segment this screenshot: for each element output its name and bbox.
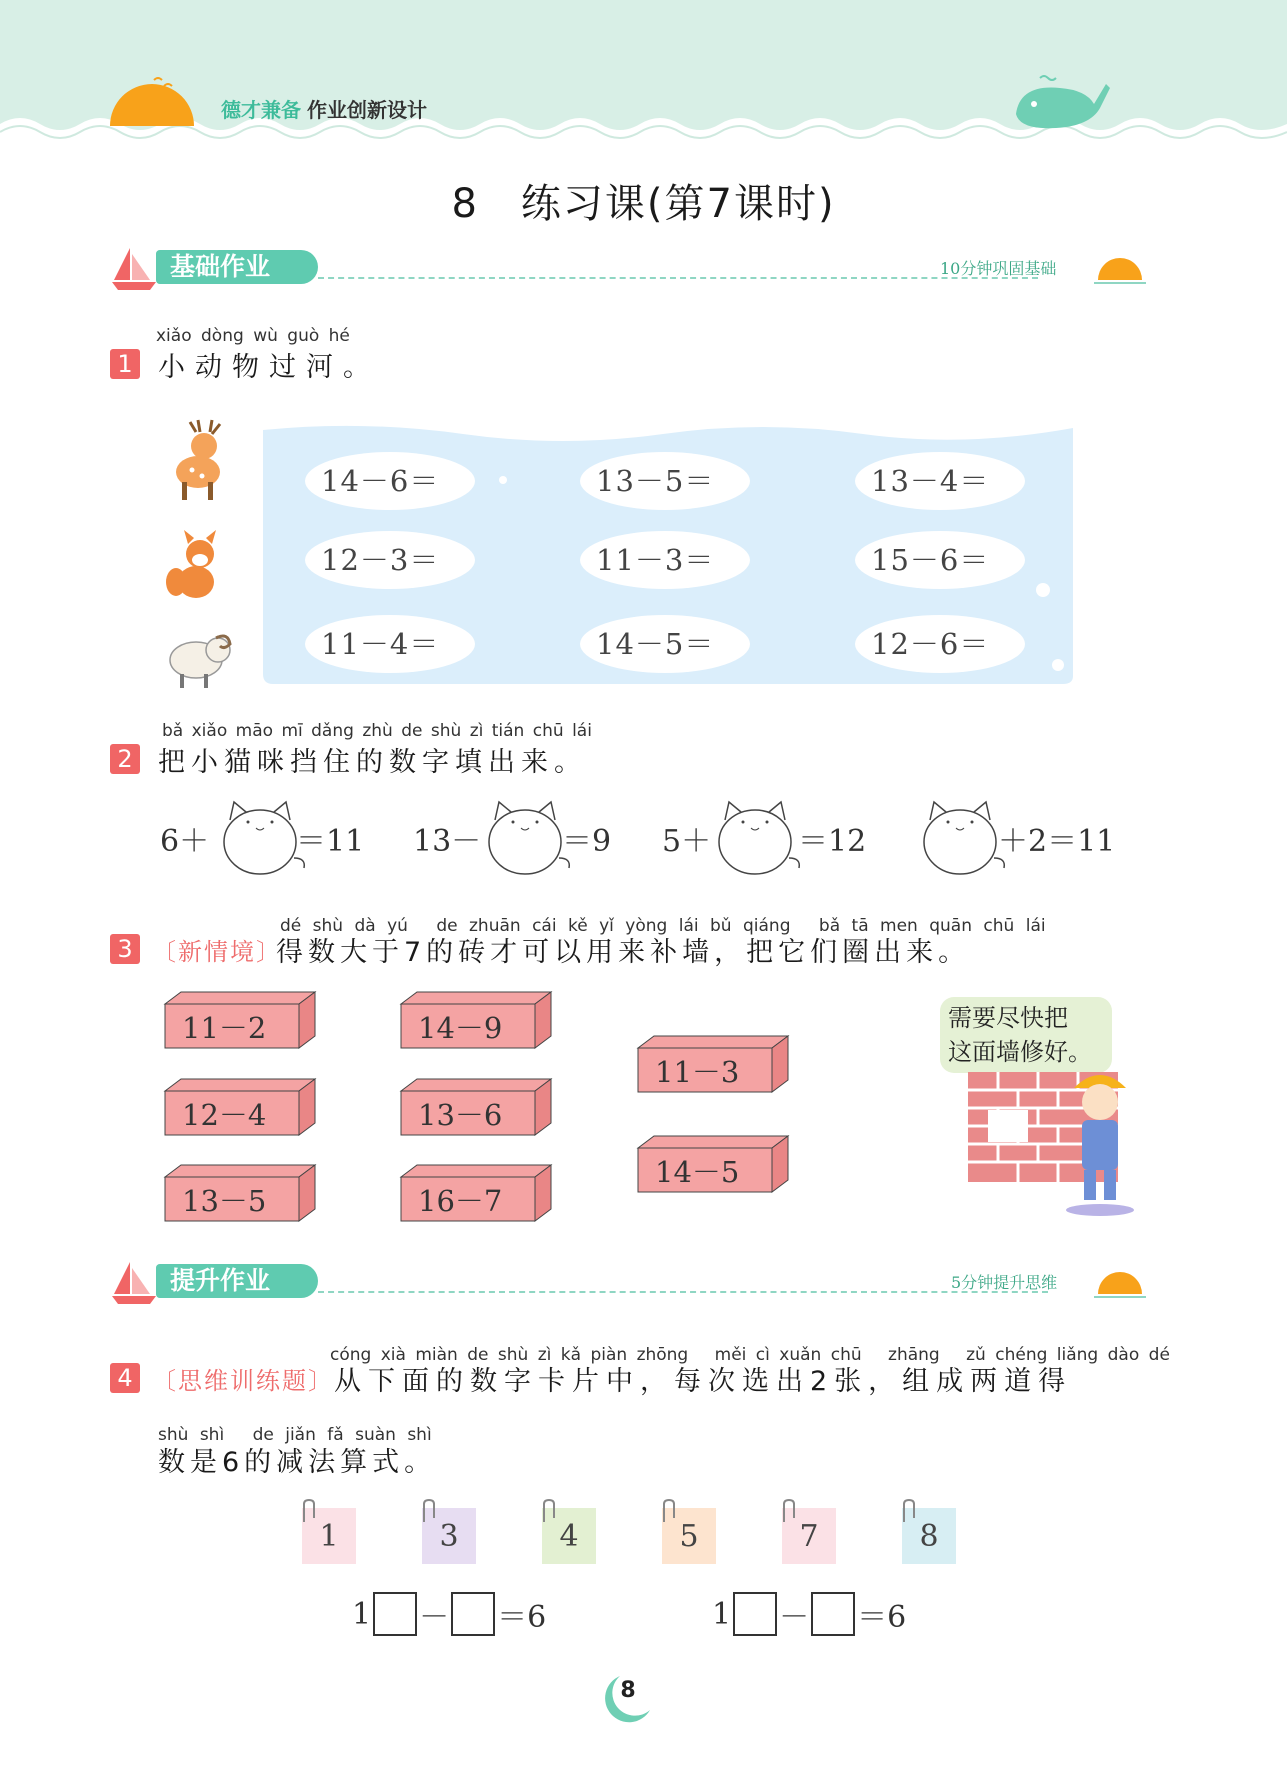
section-divider <box>318 277 1038 279</box>
pinyin: bǔ <box>710 916 732 936</box>
pinyin: quān <box>929 916 972 936</box>
equation-bubble[interactable]: 11－3＝ <box>580 531 750 589</box>
pinyin: yú <box>387 916 408 936</box>
equation-bubble[interactable]: 14－6＝ <box>305 452 475 510</box>
pinyin: shù <box>497 1345 529 1365</box>
pinyin: xuǎn <box>779 1345 822 1365</box>
equation-bubble[interactable]: 12－3＝ <box>305 531 475 589</box>
q1-text: 小动物过河。 <box>158 352 380 383</box>
sun-icon <box>104 72 200 126</box>
equation-bubble[interactable]: 12－6＝ <box>855 615 1025 673</box>
pinyin: dǎng <box>311 721 354 741</box>
question-tag: 〔新情境〕 <box>152 938 282 966</box>
speech-bubble <box>940 997 1112 1073</box>
page-title: 8 练习课(第7课时) <box>451 181 836 227</box>
question-number: 2 <box>110 744 140 774</box>
pinyin: shù <box>430 721 462 741</box>
pinyin: qiáng <box>743 916 791 936</box>
pinyin: hé <box>328 326 350 346</box>
q2-pinyin <box>162 721 592 741</box>
pinyin: tā <box>851 916 869 936</box>
pinyin: māo <box>235 721 274 741</box>
equation-bubble[interactable]: 14－5＝ <box>580 615 750 673</box>
pinyin: cóng <box>330 1345 372 1365</box>
deer-icon <box>160 418 240 504</box>
pinyin: chū <box>983 916 1015 936</box>
answer-box[interactable] <box>373 1592 417 1636</box>
subtraction-template <box>352 1592 546 1636</box>
equation-part: 6＋ <box>160 824 210 859</box>
pinyin: chū <box>532 721 564 741</box>
pinyin: xiǎo <box>156 326 192 346</box>
question-number: 1 <box>110 349 140 379</box>
pinyin: lái <box>1025 916 1046 936</box>
pinyin: chū <box>830 1345 862 1365</box>
fox-icon <box>160 522 240 608</box>
equation-bubble[interactable]: 11－4＝ <box>305 615 475 673</box>
paperclip-icon <box>780 1498 798 1524</box>
equation-part: ＋2＝11 <box>998 824 1116 859</box>
pinyin: yǐ <box>599 916 614 936</box>
pinyin: tián <box>491 721 525 741</box>
section-label: 基础作业 <box>156 250 318 284</box>
pinyin: zhōng <box>636 1345 689 1365</box>
cat-icon[interactable] <box>210 798 310 878</box>
cat-icon[interactable] <box>475 798 575 878</box>
brick-label: 13－6 <box>418 1098 503 1132</box>
equation-part: － <box>419 1600 450 1635</box>
equation-part: 1 <box>352 1596 372 1632</box>
number-card[interactable]: 1 <box>302 1508 356 1564</box>
equation-part: ＝11 <box>296 824 365 859</box>
subtraction-template <box>712 1592 906 1636</box>
pinyin: zhāng <box>888 1345 940 1365</box>
answer-box[interactable] <box>451 1592 495 1636</box>
brick-label: 11－2 <box>182 1011 267 1045</box>
equation-part: ＝6 <box>497 1600 547 1635</box>
pinyin: yòng <box>625 916 668 936</box>
pinyin: mī <box>281 721 303 741</box>
brick-label: 13－5 <box>182 1184 267 1218</box>
equation-part: ＝9 <box>562 824 612 859</box>
pinyin: cái <box>532 916 557 936</box>
pinyin: wù <box>253 326 278 346</box>
equation-part: － <box>779 1600 810 1635</box>
q2-text: 把小猫咪挡住的数字填出来。 <box>158 747 587 778</box>
brand-title <box>221 94 427 123</box>
pinyin: lái <box>572 721 592 741</box>
section-banner-basic <box>110 244 1150 292</box>
pinyin: bǎ <box>162 721 184 741</box>
equation-bubble[interactable]: 13－4＝ <box>855 452 1025 510</box>
answer-box[interactable] <box>733 1592 777 1636</box>
equation-part: ＝12 <box>798 824 867 859</box>
section-time-label: 5分钟提升思维 <box>951 1273 1058 1292</box>
speech-line: 这面墙修好。 <box>948 1038 1092 1066</box>
brand-dark: 作业创新设计 <box>307 98 427 122</box>
speech-line: 需要尽快把 <box>948 1004 1068 1032</box>
pinyin: dòng <box>201 326 244 346</box>
pinyin: zì <box>469 721 484 741</box>
equation-bubble[interactable]: 15－6＝ <box>855 531 1025 589</box>
pinyin: dà <box>354 916 376 936</box>
pinyin: xià <box>380 1345 406 1365</box>
pinyin: miàn <box>415 1345 458 1365</box>
pinyin: de <box>467 1345 489 1365</box>
paperclip-icon <box>300 1498 318 1524</box>
pinyin: men <box>880 916 918 936</box>
pinyin: suàn <box>355 1425 396 1445</box>
question-number: 3 <box>110 934 140 964</box>
pinyin: chéng <box>995 1345 1048 1365</box>
paperclip-icon <box>540 1498 558 1524</box>
brick-label: 14－9 <box>418 1011 503 1045</box>
cat-equation-1 <box>160 816 209 860</box>
brand-green: 德才兼备 <box>221 98 301 122</box>
answer-box[interactable] <box>811 1592 855 1636</box>
number-card[interactable]: 5 <box>662 1508 716 1564</box>
cat-icon[interactable] <box>705 798 805 878</box>
cat-icon[interactable] <box>910 798 1010 878</box>
pinyin: shù <box>158 1425 189 1445</box>
pinyin: de <box>401 721 423 741</box>
q1-pinyin <box>156 326 350 346</box>
pinyin: zhù <box>362 721 393 741</box>
q4-text-line2: 数是6的减法算式。 <box>158 1447 437 1478</box>
pinyin: guò <box>287 326 320 346</box>
equation-part: ＝6 <box>857 1600 907 1635</box>
sailboat-icon <box>110 244 158 292</box>
number-card[interactable]: 7 <box>782 1508 836 1564</box>
equation-part: 1 <box>712 1596 732 1632</box>
brick-label: 12－4 <box>182 1098 267 1132</box>
section-time-label: 10分钟巩固基础 <box>940 259 1057 278</box>
section-banner-advanced <box>110 1258 1150 1306</box>
pinyin: dé <box>1148 1345 1170 1365</box>
brick-label: 16－7 <box>418 1184 503 1218</box>
equation-part: 5＋ <box>662 824 712 859</box>
pinyin: dào <box>1107 1345 1140 1365</box>
paperclip-icon <box>900 1498 918 1524</box>
pinyin: zhuān <box>469 916 521 936</box>
pinyin: dé <box>280 916 302 936</box>
pinyin: kě <box>567 916 588 936</box>
pinyin: de <box>436 916 458 936</box>
section-label: 提升作业 <box>156 1264 318 1298</box>
pinyin: kǎ <box>560 1345 582 1365</box>
number-card[interactable]: 3 <box>422 1508 476 1564</box>
paperclip-icon <box>420 1498 438 1524</box>
equation-bubble[interactable]: 13－5＝ <box>580 452 750 510</box>
pinyin: lái <box>678 916 699 936</box>
sunset-icon <box>1094 250 1146 286</box>
pinyin: de <box>252 1425 274 1445</box>
page-number: 8 <box>620 1678 636 1703</box>
pinyin: zǔ <box>966 1345 986 1365</box>
sailboat-icon <box>110 1258 158 1306</box>
pinyin: fǎ <box>327 1425 344 1445</box>
pinyin: shù <box>312 916 344 936</box>
q4-text-line1: 从下面的数字卡片中，每次选出2张，组成两道得 <box>334 1366 1073 1397</box>
pinyin: cì <box>755 1345 770 1365</box>
pinyin: piàn <box>590 1345 628 1365</box>
equation-part: 13－ <box>413 824 482 859</box>
pinyin: bǎ <box>818 916 841 936</box>
brick-label: 11－3 <box>655 1055 740 1089</box>
worker-icon <box>1060 1066 1140 1216</box>
pinyin: shì <box>407 1425 432 1445</box>
section-divider <box>318 1291 1048 1293</box>
pinyin: xiǎo <box>191 721 228 741</box>
pinyin: měi <box>714 1345 747 1365</box>
q3-text: 得数大于7的砖才可以用来补墙，把它们圈出来。 <box>276 937 971 968</box>
sheep-icon <box>160 614 240 700</box>
number-card[interactable]: 4 <box>542 1508 596 1564</box>
pinyin: jiǎn <box>285 1425 316 1445</box>
sunset-icon <box>1094 1264 1146 1300</box>
brick-label: 14－5 <box>655 1155 740 1189</box>
pinyin: zì <box>537 1345 552 1365</box>
paperclip-icon <box>660 1498 678 1524</box>
question-tag: 〔思维训练题〕 <box>152 1367 334 1395</box>
pinyin: liǎng <box>1056 1345 1099 1365</box>
pinyin: shì <box>199 1425 225 1445</box>
whale-icon <box>1010 74 1114 134</box>
number-card[interactable]: 8 <box>902 1508 956 1564</box>
question-number: 4 <box>110 1363 140 1393</box>
